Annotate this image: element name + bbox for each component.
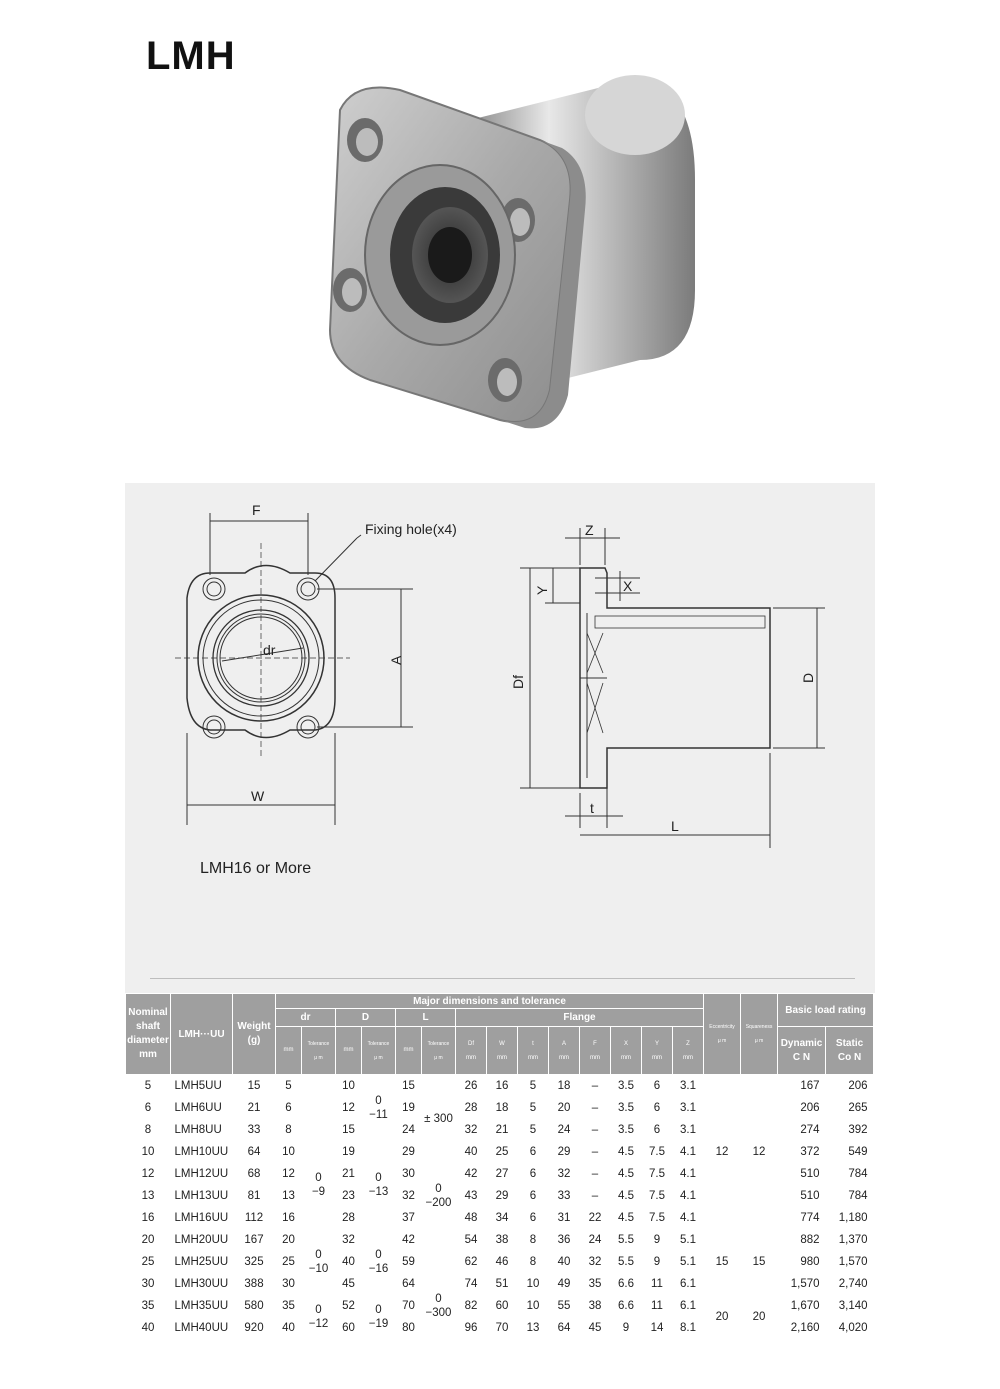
header-nominal: Nominal shaft diameter mm — [126, 994, 171, 1075]
cell-Z: 8.1 — [673, 1317, 704, 1339]
label-F: F — [252, 502, 261, 518]
cell-Y: 7.5 — [642, 1185, 673, 1207]
header-L-mm: mm — [396, 1027, 422, 1075]
cell-weight: 64 — [233, 1141, 276, 1163]
cell-dyn: 510 — [778, 1163, 826, 1185]
cell-stat: 4,020 — [826, 1317, 874, 1339]
cell-dr: 25 — [276, 1251, 302, 1273]
cell-Df: 40 — [456, 1141, 487, 1163]
cell-model: LMH13UU — [171, 1185, 233, 1207]
cell-stat: 1,370 — [826, 1229, 874, 1251]
cell-model: LMH40UU — [171, 1317, 233, 1339]
cell-t: 13 — [518, 1317, 549, 1339]
cell-X: 5.5 — [611, 1229, 642, 1251]
cell-dr: 5 — [276, 1075, 302, 1098]
spec-table-body — [126, 1075, 874, 1340]
cell-Z: 5.1 — [673, 1229, 704, 1251]
cell-Df: 42 — [456, 1163, 487, 1185]
cell-stat: 784 — [826, 1185, 874, 1207]
header-dr: dr — [276, 1009, 336, 1027]
cell-Z: 6.1 — [673, 1273, 704, 1295]
label-Df: Df — [510, 675, 526, 689]
cell-t: 10 — [518, 1273, 549, 1295]
cell-model: LMH16UU — [171, 1207, 233, 1229]
cell-F: – — [580, 1163, 611, 1185]
cell-shaft: 8 — [126, 1119, 171, 1141]
cell-W: 21 — [487, 1119, 518, 1141]
table-row — [126, 1229, 874, 1251]
label-L: L — [671, 818, 679, 834]
cell-model: LMH12UU — [171, 1163, 233, 1185]
merged-cell: 0 −11 — [362, 1075, 396, 1142]
header-static: Static Co N — [826, 1027, 874, 1075]
cell-F: – — [580, 1075, 611, 1098]
cell-X: 4.5 — [611, 1141, 642, 1163]
cell-t: 10 — [518, 1295, 549, 1317]
header-dynamic: Dynamic C N — [778, 1027, 826, 1075]
cell-weight: 167 — [233, 1229, 276, 1251]
divider — [150, 978, 855, 979]
cell-Z: 3.1 — [673, 1097, 704, 1119]
cell-W: 51 — [487, 1273, 518, 1295]
cell-D: 40 — [336, 1251, 362, 1273]
cell-W: 29 — [487, 1185, 518, 1207]
cell-F: 35 — [580, 1273, 611, 1295]
cell-D: 15 — [336, 1119, 362, 1141]
cell-dr: 8 — [276, 1119, 302, 1141]
cell-dr: 40 — [276, 1317, 302, 1339]
cell-t: 5 — [518, 1119, 549, 1141]
label-dr: dr — [263, 642, 276, 658]
merged-cell: 12 — [704, 1075, 741, 1230]
cell-dr: 10 — [276, 1141, 302, 1163]
cell-L: 30 — [396, 1163, 422, 1185]
cell-A: 32 — [549, 1163, 580, 1185]
cell-F: 32 — [580, 1251, 611, 1273]
cell-Z: 4.1 — [673, 1141, 704, 1163]
cell-L: 70 — [396, 1295, 422, 1317]
merged-cell: 20 — [704, 1295, 741, 1339]
cell-model: LMH30UU — [171, 1273, 233, 1295]
label-Z: Z — [585, 522, 594, 538]
cell-L: 80 — [396, 1317, 422, 1339]
merged-cell — [302, 1075, 336, 1164]
cell-dyn: 167 — [778, 1075, 826, 1098]
cell-W: 34 — [487, 1207, 518, 1229]
merged-cell: 20 — [741, 1295, 778, 1339]
cell-t: 5 — [518, 1075, 549, 1098]
cell-A: 33 — [549, 1185, 580, 1207]
label-t: t — [590, 800, 594, 816]
label-X: X — [623, 578, 633, 594]
cell-D: 45 — [336, 1273, 362, 1295]
cell-model: LMH20UU — [171, 1229, 233, 1251]
cell-D: 12 — [336, 1097, 362, 1119]
cell-dyn: 274 — [778, 1119, 826, 1141]
cell-shaft: 25 — [126, 1251, 171, 1273]
cell-shaft: 20 — [126, 1229, 171, 1251]
header-L-tol: Tolerance μ m — [422, 1027, 456, 1075]
cell-model: LMH10UU — [171, 1141, 233, 1163]
cell-Z: 3.1 — [673, 1075, 704, 1098]
cell-X: 3.5 — [611, 1075, 642, 1098]
cell-Y: 11 — [642, 1295, 673, 1317]
cell-shaft: 6 — [126, 1097, 171, 1119]
spec-table — [125, 993, 874, 1339]
cell-Z: 4.1 — [673, 1185, 704, 1207]
label-fixing-hole: Fixing hole(x4) — [365, 521, 457, 537]
product-title: LMH — [146, 34, 236, 78]
cell-A: 20 — [549, 1097, 580, 1119]
cell-t: 6 — [518, 1207, 549, 1229]
merged-cell: 0 −9 — [302, 1163, 336, 1207]
cell-W: 38 — [487, 1229, 518, 1251]
cell-Y: 7.5 — [642, 1141, 673, 1163]
cell-weight: 112 — [233, 1207, 276, 1229]
cell-Z: 3.1 — [673, 1119, 704, 1141]
cell-F: – — [580, 1185, 611, 1207]
cell-model: LMH25UU — [171, 1251, 233, 1273]
cell-D: 19 — [336, 1141, 362, 1163]
cell-Y: 14 — [642, 1317, 673, 1339]
cell-Y: 9 — [642, 1251, 673, 1273]
cell-dr: 16 — [276, 1207, 302, 1229]
merged-cell: 0 −300 — [422, 1273, 456, 1339]
cell-dr: 30 — [276, 1273, 302, 1295]
cell-Y: 6 — [642, 1119, 673, 1141]
cell-dyn: 372 — [778, 1141, 826, 1163]
cell-weight: 580 — [233, 1295, 276, 1317]
cell-L: 42 — [396, 1229, 422, 1251]
cell-stat: 1,570 — [826, 1251, 874, 1273]
cell-stat: 392 — [826, 1119, 874, 1141]
cell-Df: 54 — [456, 1229, 487, 1251]
cell-weight: 325 — [233, 1251, 276, 1273]
cell-F: – — [580, 1141, 611, 1163]
header-Y: Y mm — [642, 1027, 673, 1075]
merged-cell: 0 −19 — [362, 1295, 396, 1339]
merged-cell: ± 300 — [422, 1075, 456, 1164]
cell-Df: 48 — [456, 1207, 487, 1229]
cell-Y: 7.5 — [642, 1163, 673, 1185]
cell-t: 6 — [518, 1185, 549, 1207]
cell-F: 22 — [580, 1207, 611, 1229]
header-Z: Z mm — [673, 1027, 704, 1075]
label-W: W — [251, 788, 265, 804]
cell-Df: 74 — [456, 1273, 487, 1295]
cell-Df: 82 — [456, 1295, 487, 1317]
header-X: X mm — [611, 1027, 642, 1075]
cell-X: 4.5 — [611, 1163, 642, 1185]
cell-L: 29 — [396, 1141, 422, 1163]
cell-shaft: 10 — [126, 1141, 171, 1163]
cell-Y: 7.5 — [642, 1207, 673, 1229]
header-D: D — [336, 1009, 396, 1027]
cell-W: 46 — [487, 1251, 518, 1273]
merged-cell: 0 −10 — [302, 1229, 336, 1295]
cell-D: 21 — [336, 1163, 362, 1185]
cell-Df: 43 — [456, 1185, 487, 1207]
cell-stat: 2,740 — [826, 1273, 874, 1295]
header-F: F mm — [580, 1027, 611, 1075]
cell-weight: 81 — [233, 1185, 276, 1207]
cell-t: 8 — [518, 1229, 549, 1251]
cell-Df: 62 — [456, 1251, 487, 1273]
cell-A: 29 — [549, 1141, 580, 1163]
cell-model: LMH6UU — [171, 1097, 233, 1119]
cell-dyn: 2,160 — [778, 1317, 826, 1339]
header-load-rating: Basic load rating — [778, 994, 874, 1027]
cell-weight: 68 — [233, 1163, 276, 1185]
cell-W: 70 — [487, 1317, 518, 1339]
table-row — [126, 1075, 874, 1098]
cell-D: 52 — [336, 1295, 362, 1317]
cell-dyn: 1,670 — [778, 1295, 826, 1317]
merged-cell — [422, 1229, 456, 1273]
cell-Df: 26 — [456, 1075, 487, 1098]
cell-L: 24 — [396, 1119, 422, 1141]
cell-dr: 20 — [276, 1229, 302, 1251]
cell-t: 8 — [518, 1251, 549, 1273]
cell-dr: 6 — [276, 1097, 302, 1119]
cell-L: 19 — [396, 1097, 422, 1119]
header-major: Major dimensions and tolerance — [276, 994, 704, 1009]
merged-cell: 15 — [741, 1229, 778, 1295]
cell-Y: 9 — [642, 1229, 673, 1251]
cell-X: 9 — [611, 1317, 642, 1339]
cell-Z: 4.1 — [673, 1163, 704, 1185]
cell-stat: 265 — [826, 1097, 874, 1119]
cell-Z: 6.1 — [673, 1295, 704, 1317]
cell-t: 6 — [518, 1141, 549, 1163]
cell-shaft: 5 — [126, 1075, 171, 1098]
cell-t: 6 — [518, 1163, 549, 1185]
cell-A: 55 — [549, 1295, 580, 1317]
cell-W: 27 — [487, 1163, 518, 1185]
merged-cell — [302, 1207, 336, 1229]
bearing-photo — [300, 60, 720, 460]
header-W: W mm — [487, 1027, 518, 1075]
cell-dyn: 206 — [778, 1097, 826, 1119]
merged-cell: 0 −200 — [422, 1163, 456, 1229]
cell-stat: 1,180 — [826, 1207, 874, 1229]
cell-D: 28 — [336, 1207, 362, 1229]
cell-weight: 920 — [233, 1317, 276, 1339]
cell-stat: 3,140 — [826, 1295, 874, 1317]
header-weight: Weight (g) — [233, 994, 276, 1075]
cell-A: 40 — [549, 1251, 580, 1273]
cell-model: LMH5UU — [171, 1075, 233, 1098]
cell-L: 64 — [396, 1273, 422, 1295]
cell-shaft: 13 — [126, 1185, 171, 1207]
cell-W: 18 — [487, 1097, 518, 1119]
cell-dyn: 774 — [778, 1207, 826, 1229]
cell-shaft: 35 — [126, 1295, 171, 1317]
dimension-drawing — [125, 483, 875, 993]
cell-X: 3.5 — [611, 1119, 642, 1141]
cell-shaft: 12 — [126, 1163, 171, 1185]
cell-dyn: 882 — [778, 1229, 826, 1251]
cell-dr: 13 — [276, 1185, 302, 1207]
cell-L: 32 — [396, 1185, 422, 1207]
cell-D: 10 — [336, 1075, 362, 1098]
cell-model: LMH8UU — [171, 1119, 233, 1141]
cell-D: 32 — [336, 1229, 362, 1251]
cell-W: 25 — [487, 1141, 518, 1163]
cell-F: 38 — [580, 1295, 611, 1317]
technical-drawing — [125, 483, 875, 993]
cell-L: 59 — [396, 1251, 422, 1273]
cell-F: – — [580, 1097, 611, 1119]
cell-shaft: 40 — [126, 1317, 171, 1339]
cell-dr: 35 — [276, 1295, 302, 1317]
cell-D: 23 — [336, 1185, 362, 1207]
cell-t: 5 — [518, 1097, 549, 1119]
cell-X: 5.5 — [611, 1251, 642, 1273]
header-D-tol: Tolerance μ m — [362, 1027, 396, 1075]
cell-X: 4.5 — [611, 1207, 642, 1229]
cell-dyn: 510 — [778, 1185, 826, 1207]
label-A: A — [388, 655, 404, 665]
cell-dr: 12 — [276, 1163, 302, 1185]
header-A: A mm — [549, 1027, 580, 1075]
cell-D: 60 — [336, 1317, 362, 1339]
merged-cell: 0 −12 — [302, 1295, 336, 1339]
cell-F: 45 — [580, 1317, 611, 1339]
label-D: D — [800, 672, 816, 683]
cell-A: 31 — [549, 1207, 580, 1229]
cell-A: 49 — [549, 1273, 580, 1295]
cell-dyn: 1,570 — [778, 1273, 826, 1295]
cell-W: 60 — [487, 1295, 518, 1317]
merged-cell — [362, 1141, 396, 1163]
header-Df: Df mm — [456, 1027, 487, 1075]
cell-X: 4.5 — [611, 1185, 642, 1207]
cell-Z: 5.1 — [673, 1251, 704, 1273]
cell-Y: 11 — [642, 1273, 673, 1295]
header-L: L — [396, 1009, 456, 1027]
cell-L: 15 — [396, 1075, 422, 1098]
merged-cell: 12 — [741, 1075, 778, 1230]
cell-stat: 784 — [826, 1163, 874, 1185]
merged-cell — [362, 1207, 396, 1229]
cell-F: – — [580, 1119, 611, 1141]
merged-cell: 15 — [704, 1229, 741, 1295]
cell-weight: 33 — [233, 1119, 276, 1141]
header-eccentricity: Eccentricity μ m — [704, 994, 741, 1075]
cell-weight: 15 — [233, 1075, 276, 1098]
table-row — [126, 1295, 874, 1317]
header-squareness: Squareness μ m — [741, 994, 778, 1075]
header-D-mm: mm — [336, 1027, 362, 1075]
cell-shaft: 16 — [126, 1207, 171, 1229]
header-dr-mm: mm — [276, 1027, 302, 1075]
cell-X: 3.5 — [611, 1097, 642, 1119]
cell-Y: 6 — [642, 1097, 673, 1119]
cell-model: LMH35UU — [171, 1295, 233, 1317]
cell-Df: 28 — [456, 1097, 487, 1119]
header-model: LMH···UU — [171, 994, 233, 1075]
cell-Y: 6 — [642, 1075, 673, 1098]
cell-A: 64 — [549, 1317, 580, 1339]
header-dr-tol: Tolerance μ m — [302, 1027, 336, 1075]
cell-X: 6.6 — [611, 1273, 642, 1295]
cell-A: 36 — [549, 1229, 580, 1251]
drawing-caption: LMH16 or More — [200, 860, 312, 877]
cell-shaft: 30 — [126, 1273, 171, 1295]
cell-weight: 21 — [233, 1097, 276, 1119]
cell-A: 18 — [549, 1075, 580, 1098]
cell-Z: 4.1 — [673, 1207, 704, 1229]
merged-cell: 0 −13 — [362, 1163, 396, 1207]
cell-Df: 32 — [456, 1119, 487, 1141]
cell-X: 6.6 — [611, 1295, 642, 1317]
cell-L: 37 — [396, 1207, 422, 1229]
cell-Df: 96 — [456, 1317, 487, 1339]
cell-dyn: 980 — [778, 1251, 826, 1273]
label-Y: Y — [534, 585, 550, 595]
cell-W: 16 — [487, 1075, 518, 1098]
cell-stat: 206 — [826, 1075, 874, 1098]
header-flange: Flange — [456, 1009, 704, 1027]
cell-A: 24 — [549, 1119, 580, 1141]
header-t: t mm — [518, 1027, 549, 1075]
cell-F: 24 — [580, 1229, 611, 1251]
merged-cell: 0 −16 — [362, 1229, 396, 1295]
cell-weight: 388 — [233, 1273, 276, 1295]
cell-stat: 549 — [826, 1141, 874, 1163]
